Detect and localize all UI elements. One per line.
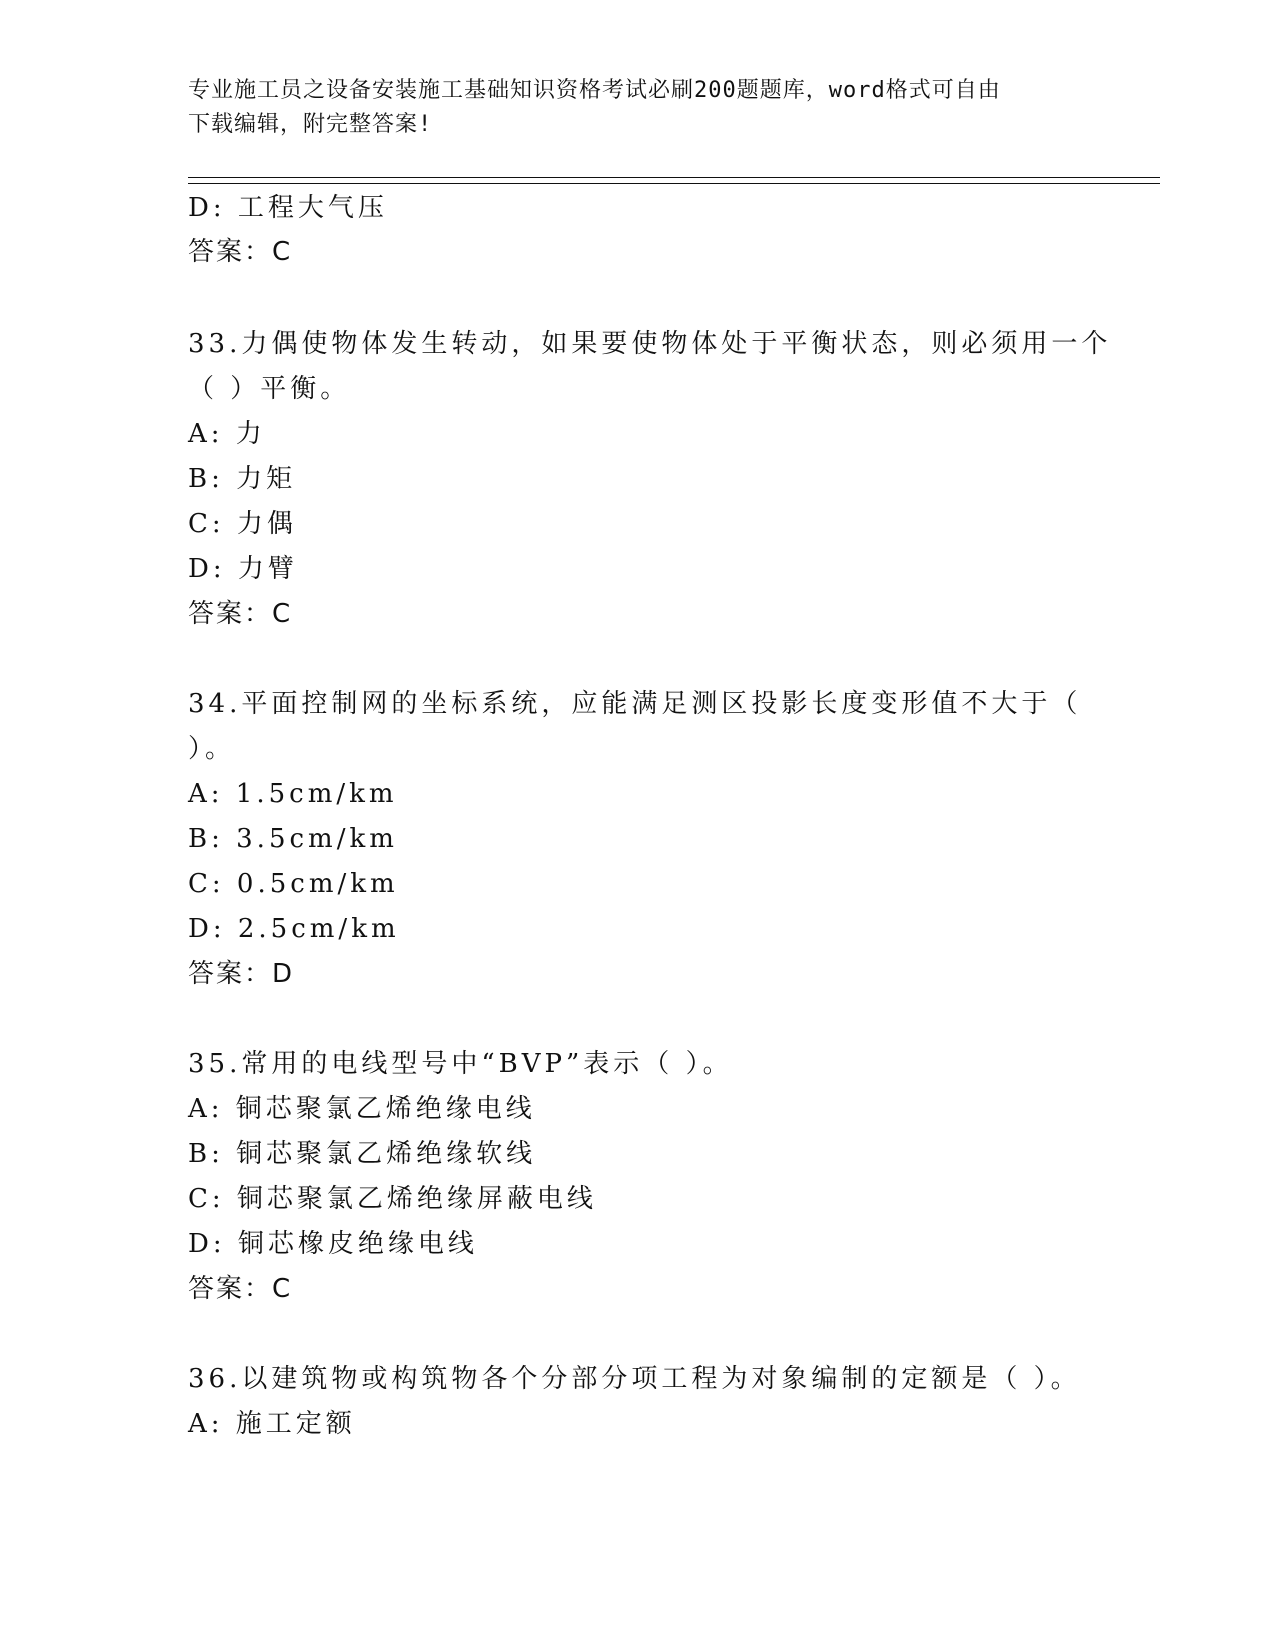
q35-option-d: D: 铜芯橡皮绝缘电线 — [188, 1229, 478, 1259]
q33-answer: 答案：C — [188, 599, 293, 629]
q33-option-b: B: 力矩 — [188, 464, 297, 494]
document-header — [188, 74, 1068, 142]
q34-stem-line-2: ）。 — [188, 734, 236, 764]
header-divider-top — [188, 177, 1160, 178]
q34-option-a: A: 1.5cm/km — [188, 779, 398, 809]
q33-stem-line-2: （ ）平衡。 — [188, 374, 351, 404]
q34-option-b: B: 3.5cm/km — [188, 824, 398, 854]
q32-option-d: D: 工程大气压 — [188, 193, 388, 223]
q35-option-a: A: 铜芯聚氯乙烯绝缘电线 — [188, 1094, 536, 1124]
header-divider-bottom — [188, 183, 1160, 184]
q33-stem-line-1: 33.力偶使物体发生转动，如果要使物体处于平衡状态，则必须用一个 — [188, 329, 1112, 359]
q32-answer: 答案：C — [188, 237, 293, 267]
q34-option-d: D: 2.5cm/km — [188, 914, 400, 944]
q33-option-a: A: 力 — [188, 419, 266, 449]
q33-option-d: D: 力臂 — [188, 554, 298, 584]
q35-option-c: C: 铜芯聚氯乙烯绝缘屏蔽电线 — [188, 1184, 597, 1214]
q36-option-a: A: 施工定额 — [188, 1409, 356, 1439]
q35-option-b: B: 铜芯聚氯乙烯绝缘软线 — [188, 1139, 537, 1169]
q34-option-c: C: 0.5cm/km — [188, 869, 399, 899]
header-line-2: 下载编辑，附完整答案! — [188, 112, 433, 137]
q34-stem-line-1: 34.平面控制网的坐标系统，应能满足测区投影长度变形值不大于（ — [188, 689, 1082, 719]
header-line-1: 专业施工员之设备安装施工基础知识资格考试必刷200题题库，word格式可自由 — [188, 78, 1001, 103]
q35-answer: 答案：C — [188, 1274, 293, 1304]
q33-option-c: C: 力偶 — [188, 509, 297, 539]
q34-answer: 答案：D — [188, 959, 295, 989]
q35-stem-line-1: 35.常用的电线型号中“BVP”表示（ ）。 — [188, 1049, 733, 1079]
q36-stem-line-1: 36.以建筑物或构筑物各个分部分项工程为对象编制的定额是（ ）。 — [188, 1364, 1081, 1394]
